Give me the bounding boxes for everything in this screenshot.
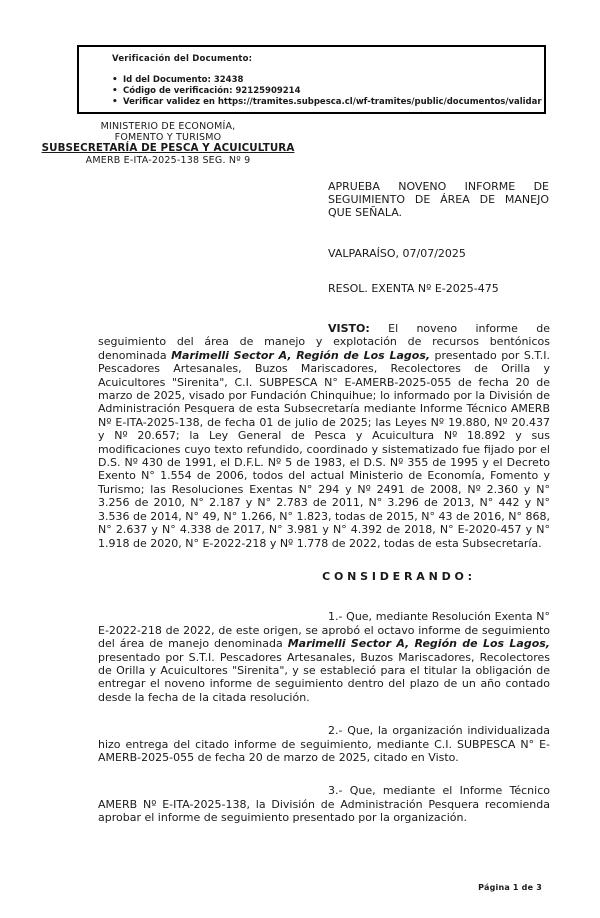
considerando-heading: CONSIDERANDO:: [322, 569, 476, 583]
resolution-body: [98, 322, 550, 845]
file-reference: AMERB E-ITA-2025-138 SEG. Nº 9: [85, 154, 251, 166]
considerando-1-text-2: presentado por S.T.I. Pescadores Artesanales, Buzos Mariscadores, Recolectores de Orilla y Acuicultores "Sirenita", y se estableció para el titular la obligación de entregar el noveno informe de seguimiento dentro del plazo de un año contado desde la fecha de la citada resolución.: [98, 650, 550, 704]
management-area-name-2: Marimelli Sector A, Región de Los Lagos,: [287, 637, 550, 651]
document-verification-box: [77, 45, 546, 114]
resolution-subject: APRUEBA NOVENO INFORME DE SEGUIMIENTO DE ÁREA DE MANEJO QUE SEÑALA.: [328, 180, 549, 219]
verification-title: Verificación del Documento:: [112, 54, 253, 64]
visto-text-2: presentado por S.T.I. Pescadores Artesanales, Buzos Mariscadores, Recolectores de Orilla y Acuicultores "Sirenita", C.I. SUBPESCA N° E-AMERB-2025-055 de fecha 20 de marzo de 2025, visado por Fundación Chinquihue; lo informado por la División de Administración Pesquera de esta Subsecretaría mediante Informe Técnico AMERB Nº E-ITA-2025-138, de fecha 01 de julio de 2025; las Leyes Nº 19.880, Nº 20.437 y Nº 20.657; la Ley General de Pesca y Acuicultura Nº 18.892 y sus modificaciones cuyo texto refundido, coordinado y sistematizado fue fijado por el D.S. Nº 430 de 1991, el D.F.L. Nº 5 de 1983, el D.S. Nº 355 de 1995 y el Decreto Exento N° 1.554 de 2006, todos del actual Ministerio de Economía, Fomento y Turismo; las Resoluciones Exentas N° 294 y Nº 2491 de 2008, Nº 2.360 y N° 3.256 de 2010, N° 2.187 y N° 2.783 de 2011, N° 3.296 de 2013, N° 442 y N° 3.536 de 2014, N° 49, N° 1.266, N° 1.823, todas de 2015, N° 43 de 2016, N° 868, N° 2.637 y N° 4.338 de 2017, N° 3.981 y N° 4.392 de 2018, N° E-2020-457 y N° 1.918 de 2020, N° E-2022-218 y Nº 1.778 de 2022, todas de esta Subsecretaría.: [98, 348, 551, 550]
page-number-label: Página 1 de 3: [478, 883, 542, 892]
place-and-date: VALPARAÍSO, 07/07/2025: [328, 247, 466, 260]
ministry-name-line2: FOMENTO Y TURISMO: [114, 132, 222, 144]
visto-text-1: El noveno informe de seguimiento del área de manejo y explotación de recursos bentónicos denominada: [98, 322, 550, 362]
verification-item-code: • Código de verificación: 92125909214: [112, 86, 536, 97]
visto-paragraph: [98, 322, 550, 550]
visto-label: VISTO:: [328, 322, 370, 335]
considerando-item-3: 3.- Que, mediante el Informe Técnico AMERB Nº E-ITA-2025-138, la División de Administración Pesquera recomienda aprobar el informe de seguimiento presentado por la organización.: [98, 784, 550, 825]
considerando-item-1: [98, 610, 550, 704]
verification-item-url: • Verificar validez en https://tramites.subpesca.cl/wf-tramites/public/documentos/validar: [112, 97, 536, 108]
verification-item-document-id: • Id del Documento: 32438: [112, 75, 536, 86]
letterhead: [32, 121, 304, 166]
ministry-name-line1: MINISTERIO DE ECONOMÍA,: [100, 121, 236, 132]
management-area-name: Marimelli Sector A, Región de Los Lagos,: [171, 348, 431, 362]
resolution-number: RESOL. EXENTA Nº E-2025-475: [328, 282, 499, 295]
subsecretaria-name: SUBSECRETARÍA DE PESCA Y ACUICULTURA: [41, 142, 295, 155]
verification-list: [112, 75, 542, 108]
considerando-item-2: 2.- Que, la organización individualizada hizo entrega del citado informe de seguimiento, mediante C.I. SUBPESCA N° E-AMERB-2025-055 de fecha 20 de marzo de 2025, citado en Visto.: [98, 724, 550, 764]
considerando-1-text-1: 1.- Que, mediante Resolución Exenta N° E-2022-218 de 2022, de este origen, se aprobó el octavo informe de seguimiento del área de manejo denominada: [98, 610, 550, 651]
